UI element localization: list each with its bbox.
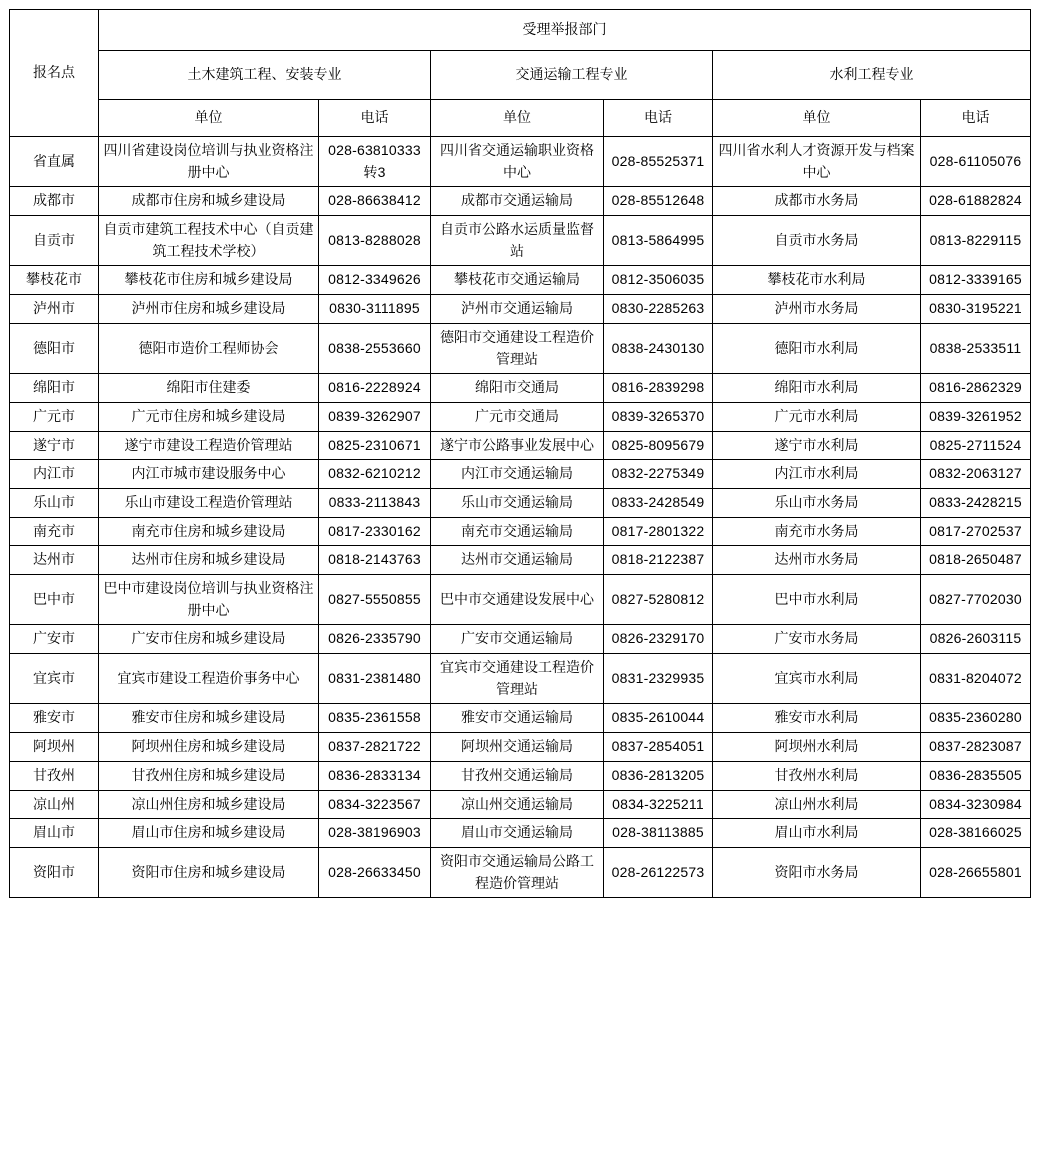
- cell-water-tel: 0837-2823087: [921, 733, 1031, 762]
- cell-registration-point: 乐山市: [10, 488, 99, 517]
- cell-civil-unit: 巴中市建设岗位培训与执业资格注册中心: [99, 575, 319, 625]
- cell-registration-point: 省直属: [10, 137, 99, 187]
- cell-transport-unit: 广元市交通局: [431, 402, 604, 431]
- cell-water-tel: 0816-2862329: [921, 374, 1031, 403]
- cell-transport-unit: 四川省交通运输职业资格中心: [431, 137, 604, 187]
- cell-registration-point: 雅安市: [10, 704, 99, 733]
- header-row-subcolumns: [10, 100, 1031, 137]
- table-row: [10, 575, 1031, 625]
- cell-transport-unit: 内江市交通运输局: [431, 460, 604, 489]
- cell-registration-point: 资阳市: [10, 847, 99, 897]
- cell-water-unit: 绵阳市水利局: [713, 374, 921, 403]
- cell-civil-tel: 0832-6210212: [319, 460, 431, 489]
- reporting-departments-table: [9, 9, 1031, 898]
- table-row: [10, 761, 1031, 790]
- table-row: [10, 704, 1031, 733]
- cell-transport-unit: 巴中市交通建设发展中心: [431, 575, 604, 625]
- cell-civil-tel: 028-86638412: [319, 187, 431, 216]
- cell-transport-tel: 0839-3265370: [604, 402, 713, 431]
- cell-transport-tel: 028-85525371: [604, 137, 713, 187]
- cell-civil-tel: 0835-2361558: [319, 704, 431, 733]
- header-tel-transport: 电话: [604, 100, 713, 137]
- cell-transport-unit: 眉山市交通运输局: [431, 819, 604, 848]
- cell-transport-unit: 遂宁市公路事业发展中心: [431, 431, 604, 460]
- cell-civil-unit: 广安市住房和城乡建设局: [99, 625, 319, 654]
- cell-water-tel: 0812-3339165: [921, 266, 1031, 295]
- cell-registration-point: 眉山市: [10, 819, 99, 848]
- cell-civil-tel: 0834-3223567: [319, 790, 431, 819]
- cell-registration-point: 巴中市: [10, 575, 99, 625]
- cell-water-tel: 028-38166025: [921, 819, 1031, 848]
- cell-water-unit: 雅安市水利局: [713, 704, 921, 733]
- cell-water-unit: 凉山州水利局: [713, 790, 921, 819]
- table-row: [10, 488, 1031, 517]
- cell-registration-point: 广安市: [10, 625, 99, 654]
- cell-registration-point: 遂宁市: [10, 431, 99, 460]
- cell-water-unit: 南充市水务局: [713, 517, 921, 546]
- table-row: [10, 733, 1031, 762]
- cell-water-tel: 0825-2711524: [921, 431, 1031, 460]
- cell-water-tel: 0834-3230984: [921, 790, 1031, 819]
- cell-registration-point: 凉山州: [10, 790, 99, 819]
- cell-transport-unit: 南充市交通运输局: [431, 517, 604, 546]
- cell-civil-unit: 乐山市建设工程造价管理站: [99, 488, 319, 517]
- cell-water-unit: 广安市水务局: [713, 625, 921, 654]
- cell-registration-point: 南充市: [10, 517, 99, 546]
- cell-water-tel: 028-61882824: [921, 187, 1031, 216]
- header-specialty-civil: 土木建筑工程、安装专业: [99, 51, 431, 100]
- table-row: [10, 216, 1031, 266]
- cell-transport-unit: 阿坝州交通运输局: [431, 733, 604, 762]
- cell-civil-unit: 四川省建设岗位培训与执业资格注册中心: [99, 137, 319, 187]
- cell-water-tel: 0832-2063127: [921, 460, 1031, 489]
- cell-water-unit: 阿坝州水利局: [713, 733, 921, 762]
- cell-transport-tel: 0831-2329935: [604, 654, 713, 704]
- cell-civil-tel: 028-26633450: [319, 847, 431, 897]
- cell-water-unit: 泸州市水务局: [713, 295, 921, 324]
- cell-transport-tel: 0836-2813205: [604, 761, 713, 790]
- cell-civil-unit: 南充市住房和城乡建设局: [99, 517, 319, 546]
- cell-transport-tel: 0816-2839298: [604, 374, 713, 403]
- cell-water-unit: 巴中市水利局: [713, 575, 921, 625]
- cell-civil-unit: 内江市城市建设服务中心: [99, 460, 319, 489]
- cell-civil-tel: 0827-5550855: [319, 575, 431, 625]
- cell-water-unit: 自贡市水务局: [713, 216, 921, 266]
- cell-transport-tel: 0826-2329170: [604, 625, 713, 654]
- cell-water-tel: 0833-2428215: [921, 488, 1031, 517]
- cell-civil-unit: 资阳市住房和城乡建设局: [99, 847, 319, 897]
- cell-civil-unit: 凉山州住房和城乡建设局: [99, 790, 319, 819]
- cell-civil-unit: 宜宾市建设工程造价事务中心: [99, 654, 319, 704]
- header-registration-point: 报名点: [10, 10, 99, 137]
- cell-water-tel: 0839-3261952: [921, 402, 1031, 431]
- cell-water-tel: 0830-3195221: [921, 295, 1031, 324]
- table-row: [10, 625, 1031, 654]
- cell-water-unit: 德阳市水利局: [713, 323, 921, 373]
- header-specialty-water: 水利工程专业: [713, 51, 1031, 100]
- table-row: [10, 137, 1031, 187]
- cell-water-unit: 遂宁市水利局: [713, 431, 921, 460]
- cell-water-unit: 达州市水务局: [713, 546, 921, 575]
- table-row: [10, 323, 1031, 373]
- cell-civil-unit: 绵阳市住建委: [99, 374, 319, 403]
- cell-water-tel: 0831-8204072: [921, 654, 1031, 704]
- cell-civil-tel: 0826-2335790: [319, 625, 431, 654]
- table-row: [10, 187, 1031, 216]
- cell-transport-unit: 广安市交通运输局: [431, 625, 604, 654]
- cell-civil-tel: 028-63810333 转3: [319, 137, 431, 187]
- header-row-specialties: [10, 51, 1031, 100]
- cell-transport-tel: 0813-5864995: [604, 216, 713, 266]
- cell-registration-point: 广元市: [10, 402, 99, 431]
- cell-water-tel: 0817-2702537: [921, 517, 1031, 546]
- cell-transport-unit: 雅安市交通运输局: [431, 704, 604, 733]
- cell-transport-tel: 028-38113885: [604, 819, 713, 848]
- cell-water-unit: 资阳市水务局: [713, 847, 921, 897]
- table-row: [10, 654, 1031, 704]
- header-group-title: 受理举报部门: [99, 10, 1031, 51]
- cell-civil-tel: 0813-8288028: [319, 216, 431, 266]
- cell-registration-point: 泸州市: [10, 295, 99, 324]
- cell-registration-point: 攀枝花市: [10, 266, 99, 295]
- header-specialty-transport: 交通运输工程专业: [431, 51, 713, 100]
- cell-civil-unit: 自贡市建筑工程技术中心（自贡建筑工程技术学校）: [99, 216, 319, 266]
- cell-transport-unit: 成都市交通运输局: [431, 187, 604, 216]
- cell-transport-unit: 资阳市交通运输局公路工程造价管理站: [431, 847, 604, 897]
- cell-transport-unit: 自贡市公路水运质量监督站: [431, 216, 604, 266]
- header-unit-water: 单位: [713, 100, 921, 137]
- cell-civil-tel: 0817-2330162: [319, 517, 431, 546]
- cell-registration-point: 自贡市: [10, 216, 99, 266]
- cell-registration-point: 甘孜州: [10, 761, 99, 790]
- cell-water-tel: 0826-2603115: [921, 625, 1031, 654]
- table-body: [10, 137, 1031, 898]
- cell-water-tel: 0835-2360280: [921, 704, 1031, 733]
- cell-transport-tel: 0830-2285263: [604, 295, 713, 324]
- cell-transport-tel: 028-85512648: [604, 187, 713, 216]
- table-row: [10, 402, 1031, 431]
- table-row: [10, 460, 1031, 489]
- header-tel-water: 电话: [921, 100, 1031, 137]
- table-head: [10, 10, 1031, 137]
- cell-transport-tel: 0834-3225211: [604, 790, 713, 819]
- cell-water-unit: 成都市水务局: [713, 187, 921, 216]
- cell-water-unit: 乐山市水务局: [713, 488, 921, 517]
- header-unit-civil: 单位: [99, 100, 319, 137]
- cell-water-tel: 028-61105076: [921, 137, 1031, 187]
- cell-transport-unit: 泸州市交通运输局: [431, 295, 604, 324]
- cell-civil-unit: 雅安市住房和城乡建设局: [99, 704, 319, 733]
- cell-civil-tel: 0825-2310671: [319, 431, 431, 460]
- cell-registration-point: 德阳市: [10, 323, 99, 373]
- cell-transport-unit: 凉山州交通运输局: [431, 790, 604, 819]
- cell-civil-tel: 0837-2821722: [319, 733, 431, 762]
- table-row: [10, 431, 1031, 460]
- cell-transport-unit: 宜宾市交通建设工程造价管理站: [431, 654, 604, 704]
- cell-civil-unit: 遂宁市建设工程造价管理站: [99, 431, 319, 460]
- cell-civil-unit: 成都市住房和城乡建设局: [99, 187, 319, 216]
- cell-transport-tel: 0837-2854051: [604, 733, 713, 762]
- cell-transport-tel: 0812-3506035: [604, 266, 713, 295]
- cell-water-unit: 内江市水利局: [713, 460, 921, 489]
- cell-civil-tel: 0830-3111895: [319, 295, 431, 324]
- table-row: [10, 790, 1031, 819]
- cell-registration-point: 成都市: [10, 187, 99, 216]
- cell-water-tel: 028-26655801: [921, 847, 1031, 897]
- cell-civil-tel: 0836-2833134: [319, 761, 431, 790]
- cell-water-tel: 0836-2835505: [921, 761, 1031, 790]
- cell-transport-tel: 0825-8095679: [604, 431, 713, 460]
- cell-transport-unit: 甘孜州交通运输局: [431, 761, 604, 790]
- cell-transport-tel: 0833-2428549: [604, 488, 713, 517]
- cell-civil-tel: 0812-3349626: [319, 266, 431, 295]
- cell-water-tel: 0813-8229115: [921, 216, 1031, 266]
- cell-civil-unit: 德阳市造价工程师协会: [99, 323, 319, 373]
- cell-transport-unit: 德阳市交通建设工程造价管理站: [431, 323, 604, 373]
- cell-civil-unit: 泸州市住房和城乡建设局: [99, 295, 319, 324]
- cell-transport-tel: 028-26122573: [604, 847, 713, 897]
- header-row-group-title: [10, 10, 1031, 51]
- cell-civil-tel: 0831-2381480: [319, 654, 431, 704]
- cell-water-tel: 0827-7702030: [921, 575, 1031, 625]
- cell-transport-unit: 绵阳市交通局: [431, 374, 604, 403]
- cell-registration-point: 达州市: [10, 546, 99, 575]
- cell-transport-tel: 0838-2430130: [604, 323, 713, 373]
- cell-civil-unit: 攀枝花市住房和城乡建设局: [99, 266, 319, 295]
- cell-registration-point: 宜宾市: [10, 654, 99, 704]
- cell-civil-tel: 0833-2113843: [319, 488, 431, 517]
- cell-water-tel: 0818-2650487: [921, 546, 1031, 575]
- cell-civil-tel: 0838-2553660: [319, 323, 431, 373]
- cell-water-tel: 0838-2533511: [921, 323, 1031, 373]
- table-row: [10, 266, 1031, 295]
- table-row: [10, 819, 1031, 848]
- cell-civil-unit: 广元市住房和城乡建设局: [99, 402, 319, 431]
- cell-civil-unit: 阿坝州住房和城乡建设局: [99, 733, 319, 762]
- table-row: [10, 847, 1031, 897]
- cell-transport-tel: 0832-2275349: [604, 460, 713, 489]
- table-row: [10, 546, 1031, 575]
- header-tel-civil: 电话: [319, 100, 431, 137]
- cell-water-unit: 宜宾市水利局: [713, 654, 921, 704]
- cell-transport-tel: 0827-5280812: [604, 575, 713, 625]
- cell-civil-unit: 达州市住房和城乡建设局: [99, 546, 319, 575]
- cell-water-unit: 广元市水利局: [713, 402, 921, 431]
- cell-civil-tel: 0818-2143763: [319, 546, 431, 575]
- table-row: [10, 374, 1031, 403]
- cell-civil-tel: 028-38196903: [319, 819, 431, 848]
- cell-civil-tel: 0839-3262907: [319, 402, 431, 431]
- cell-transport-unit: 乐山市交通运输局: [431, 488, 604, 517]
- cell-civil-unit: 眉山市住房和城乡建设局: [99, 819, 319, 848]
- cell-water-unit: 四川省水利人才资源开发与档案中心: [713, 137, 921, 187]
- header-unit-transport: 单位: [431, 100, 604, 137]
- cell-transport-tel: 0835-2610044: [604, 704, 713, 733]
- cell-water-unit: 攀枝花市水利局: [713, 266, 921, 295]
- cell-registration-point: 内江市: [10, 460, 99, 489]
- cell-transport-unit: 达州市交通运输局: [431, 546, 604, 575]
- cell-civil-unit: 甘孜州住房和城乡建设局: [99, 761, 319, 790]
- cell-water-unit: 甘孜州水利局: [713, 761, 921, 790]
- cell-civil-tel: 0816-2228924: [319, 374, 431, 403]
- cell-registration-point: 绵阳市: [10, 374, 99, 403]
- cell-transport-tel: 0818-2122387: [604, 546, 713, 575]
- cell-transport-tel: 0817-2801322: [604, 517, 713, 546]
- cell-transport-unit: 攀枝花市交通运输局: [431, 266, 604, 295]
- cell-water-unit: 眉山市水利局: [713, 819, 921, 848]
- table-row: [10, 295, 1031, 324]
- cell-registration-point: 阿坝州: [10, 733, 99, 762]
- table-row: [10, 517, 1031, 546]
